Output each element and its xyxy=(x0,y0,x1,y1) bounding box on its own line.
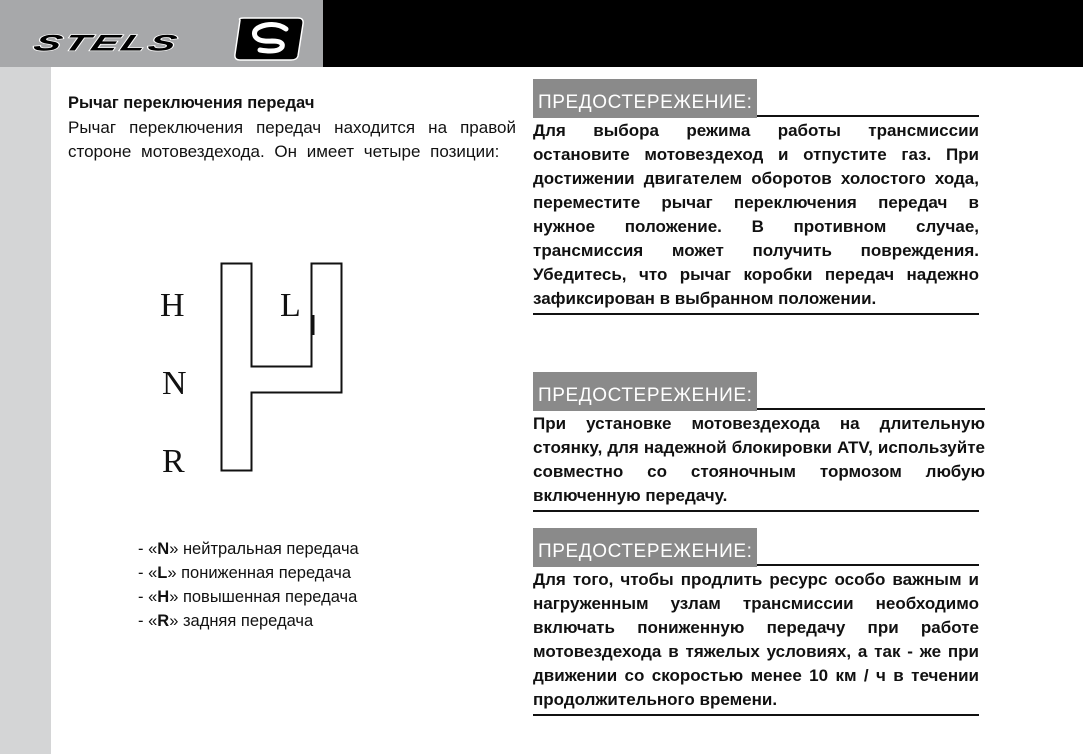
gear-positions-legend xyxy=(138,537,359,633)
header-black-bar xyxy=(323,0,1083,67)
warning-bottom-rule xyxy=(533,714,979,716)
warning-bottom-rule xyxy=(533,510,979,512)
warning-block-2 xyxy=(533,372,985,512)
legend-item-h: - «H» повышенная передача xyxy=(138,588,358,606)
warning-bottom-rule xyxy=(533,313,979,315)
warning-label: ПРЕДОСТЕРЕЖЕНИЕ: xyxy=(533,79,757,118)
side-strip xyxy=(0,67,51,754)
svg-text:STELS: STELS xyxy=(30,31,184,57)
warning-label: ПРЕДОСТЕРЕЖЕНИЕ: xyxy=(533,372,757,411)
warning-header-rule xyxy=(757,408,985,410)
position-label-r: R xyxy=(162,443,185,480)
gear-shift-pattern-diagram xyxy=(150,255,360,480)
warning-block-3 xyxy=(533,528,979,716)
warning-label: ПРЕДОСТЕРЕЖЕНИЕ: xyxy=(533,528,757,567)
legend-item-n: - «N» нейтральная передача xyxy=(138,540,359,558)
warning-text: Для того, чтобы продлить ресурс особо важным и нагруженным узлам трансмиссии необходимо включать пониженную передачу при работе мотовездехода в тяжелых условиях, а так - же при движении со скоростью менее 10 км / ч в течении продолжительного времени. xyxy=(533,570,979,709)
warning-header xyxy=(533,372,985,411)
legend-item-r: - «R» задняя передача xyxy=(138,612,314,630)
warning-header-rule xyxy=(757,564,979,566)
position-label-n: N xyxy=(162,365,187,402)
gear-lever-section xyxy=(68,92,516,164)
position-label-l: L xyxy=(280,287,301,324)
section-title: Рычаг переключения передач xyxy=(68,94,315,112)
warning-header-rule xyxy=(757,115,979,117)
intro-paragraph: Рычаг переключения передач находится на правой стороне мотовездехода. Он имеет четыре позиции: xyxy=(68,118,516,161)
stels-badge-icon xyxy=(235,18,303,60)
warning-text: При установке мотовездехода на длительную стоянку, для надежной блокировки ATV, используйте совместно со стояночным тормозом любую включенную передачу. xyxy=(533,414,985,505)
legend-item-l: - «L» пониженная передача xyxy=(138,564,352,582)
warning-header xyxy=(533,528,979,567)
stels-logo xyxy=(28,14,308,64)
stels-wordmark xyxy=(30,31,183,56)
warning-header xyxy=(533,79,979,118)
warning-text: Для выбора режима работы трансмиссии остановите мотовездеход и отпустите газ. При достижении двигателем оборотов холостого хода, переместите рычаг переключения передач в нужное положение. В противном случае, трансмиссия может получить повреждения. Убедитесь, что рычаг коробки передач надежно зафиксирован в выбранном положении. xyxy=(533,121,979,308)
warning-block-1 xyxy=(533,79,979,315)
position-label-h: H xyxy=(160,287,185,324)
